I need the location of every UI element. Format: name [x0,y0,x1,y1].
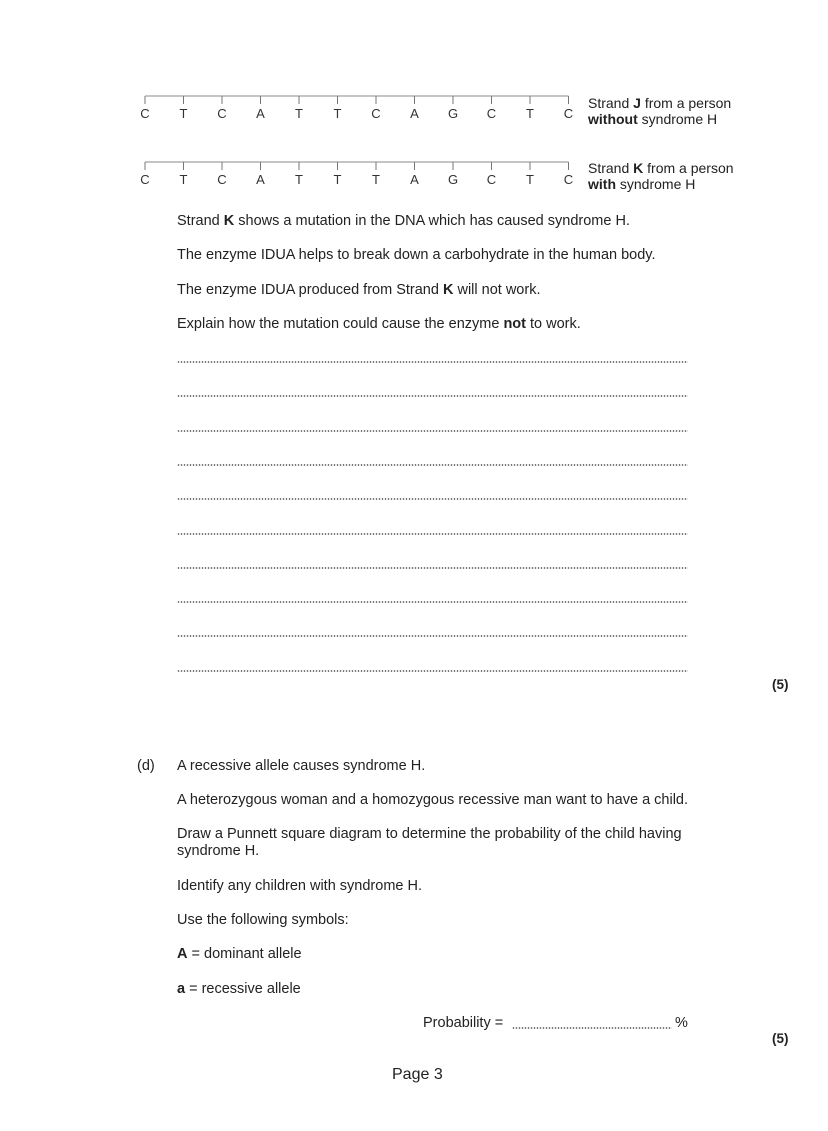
base-letter: C [140,106,150,121]
base-letter: C [140,172,150,187]
probability-label: Probability = [423,1015,504,1031]
base-letter: T [179,106,188,121]
base-letter: C [563,106,574,121]
probability-unit: % [675,1015,688,1031]
base-letter: T [526,172,534,187]
answer-line[interactable] [177,635,688,637]
punnett-instruction: Draw a Punnett square diagram to determine the probability of the child having syndrome H. [177,826,682,859]
marks-part-d: (5) [772,1031,789,1046]
strand-j-label: Strand J from a person without syndrome H [588,95,732,127]
question-prompt: Explain how the mutation could cause the enzyme not to work. [177,316,581,332]
mutation-statement: Strand K shows a mutation in the DNA which has caused syndrome H. [177,213,630,229]
identify-instruction: Identify any children with syndrome H. [177,878,422,894]
answer-line[interactable] [177,533,688,535]
base-letter: T [179,172,188,187]
strand-k-label: Strand K from a person with syndrome H [588,160,734,192]
symbol-recessive: a = recessive allele [177,981,301,997]
base-letter: A [256,106,265,121]
base-letter: C [371,106,381,121]
base-letter: G [447,106,459,121]
answer-line[interactable] [177,601,688,603]
base-letter: T [526,106,534,121]
strand-k-backbone [130,160,580,172]
base-letter: C [486,106,497,121]
base-letter: T [295,172,303,187]
base-letter: T [295,106,303,121]
answer-line[interactable] [177,464,688,466]
enzyme-function-statement: The enzyme IDUA helps to break down a carbohydrate in the human body. [177,247,656,263]
answer-line[interactable] [177,395,688,397]
recessive-allele-statement: A recessive allele causes syndrome H. [177,758,426,774]
page-number: Page 3 [392,1066,443,1083]
answer-line[interactable] [177,670,688,672]
part-d-label: (d) [137,758,155,774]
base-letter: C [486,172,497,187]
base-letter: C [217,106,227,121]
base-letter: C [563,172,574,187]
strand-j-backbone [130,94,580,106]
symbol-dominant: A = dominant allele [177,946,302,962]
marks-part-c: (5) [772,677,789,692]
enzyme-not-work-statement: The enzyme IDUA produced from Strand K will not work. [177,282,541,298]
parents-statement: A heterozygous woman and a homozygous recessive man want to have a child. [177,792,689,808]
base-letter: A [410,172,419,187]
strand-k-diagram [130,160,580,200]
base-letter: T [333,106,342,121]
answer-line[interactable] [177,430,688,432]
base-letter: A [410,106,419,121]
answer-line[interactable] [177,361,688,363]
base-letter: G [447,172,459,187]
symbols-instruction: Use the following symbols: [177,912,349,928]
answer-line[interactable] [177,498,688,500]
base-letter: C [217,172,227,187]
probability-answer-field[interactable] [512,1027,672,1029]
answer-line[interactable] [177,567,688,569]
base-letter: T [372,172,380,187]
base-letter: A [256,172,265,187]
strand-j-diagram [130,94,580,134]
base-letter: T [333,172,342,187]
